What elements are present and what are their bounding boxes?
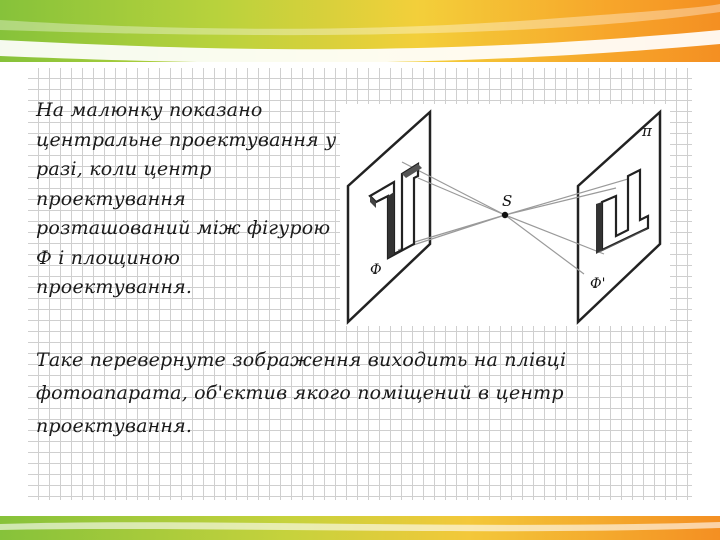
image-label: Ф' — [590, 276, 606, 292]
text-line: Таке перевернуте зображення виходить на плівці — [36, 349, 567, 371]
paragraph-explanation — [36, 344, 636, 443]
center-point — [502, 212, 508, 218]
text-line: проектування — [36, 187, 186, 210]
figure-label: Ф — [370, 262, 382, 278]
text-line: проектування. — [36, 415, 193, 437]
text-line: Ф і площиною — [36, 246, 181, 269]
text-line: разі, коли центр — [36, 158, 212, 180]
paragraph-description — [36, 96, 352, 303]
central-projection-diagram — [340, 104, 670, 326]
header-banner — [0, 0, 720, 62]
footer-banner — [0, 516, 720, 540]
text-line: проектування. — [36, 276, 193, 298]
center-label: S — [502, 192, 513, 210]
text-line: розташований між фігурою — [36, 217, 331, 239]
footer-swoosh-decoration — [0, 516, 720, 540]
text-line: центральне проектування у — [36, 128, 337, 151]
text-line: фотоапарата, об'єктив якого поміщений в центр — [36, 382, 564, 404]
banner-swoosh-decoration — [0, 0, 720, 62]
plane-label: π — [642, 122, 652, 140]
text-line: На малюнку показано — [36, 99, 263, 121]
